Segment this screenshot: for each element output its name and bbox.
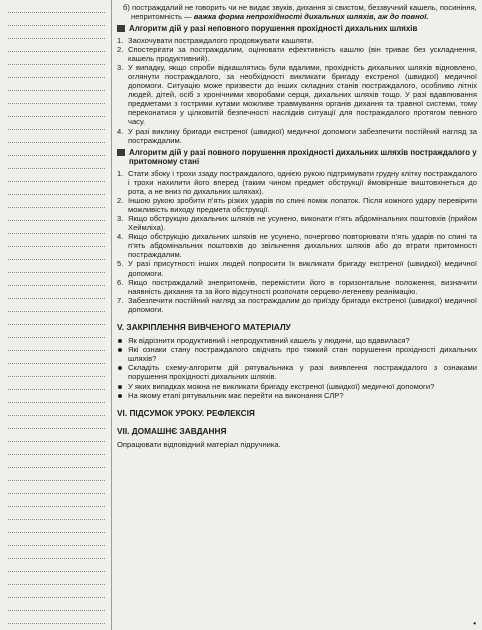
question-text: На якому етапі рятувальник має перейти на виконання СЛР?: [128, 390, 344, 400]
step-number: 4.: [117, 126, 124, 136]
review-questions: [117, 336, 477, 400]
writing-line: [8, 259, 105, 260]
bullet-icon: [118, 348, 122, 352]
writing-line: [8, 376, 105, 377]
step-text: Якщо обструкцію дихальних шляхів не усунено, виконати п’ять абдомінальних поштовхів (прийом Хеймліха).: [128, 214, 477, 233]
algorithm1-marker-icon: [117, 25, 125, 32]
step-text: Якщо обструкцію дихальних шляхів не усунено, почергово повторювати п’ять ударів по спині та п’ять абдомінальних поштовхів до звільнення дихальних шляхів або до втрати притомності постраждалим.: [128, 232, 477, 260]
question-text: Які ознаки стану постраждалого свідчать про тяжкий стан порушення прохідності дихальних шляхів?: [128, 345, 477, 364]
writing-line: [8, 298, 105, 299]
writing-line: [8, 272, 105, 273]
step-text: Стати збоку і трохи ззаду постраждалого, однією рукою підтримувати грудну клітку постраждалого і трохи нахилити його вперед (таким чином предмет обструкції ймовірніше виштовхнеться до рота, а не вниз по дихальних шляхах).: [128, 168, 477, 196]
writing-line: [8, 571, 105, 572]
writing-line: [8, 311, 105, 312]
question-text: Складіть схему-алгоритм дій рятувальника у разі виявлення постраждалого з ознаками порушення прохідності дихальних шляхів.: [128, 363, 477, 382]
writing-line: [8, 467, 105, 468]
step-text: Іншою рукою зробити п’ять різких ударів по спині поміж лопаток. Після кожного удару перевірити можливість виходу предмета обструкції.: [128, 195, 477, 214]
writing-line: [8, 506, 105, 507]
writing-line: [8, 246, 105, 247]
step-number: 3.: [117, 62, 124, 72]
step-item: [117, 169, 477, 196]
question-text: У яких випадках можна не викликати бригаду екстреної (швидкої) медичної допомоги?: [128, 381, 435, 391]
step-number: 2.: [117, 44, 124, 54]
step-text: У разі присутності інших людей попросити їх викликати бригаду екстреної (швидкої) медичної допомоги.: [128, 259, 477, 278]
algorithm1-steps: [117, 36, 477, 145]
writing-line: [8, 610, 105, 611]
question-item: [117, 363, 477, 381]
writing-line: [8, 129, 105, 130]
step-text: Забезпечити постійний нагляд за постраждалим до приїзду бригади екстреної (швидкої) медичної допомоги.: [128, 295, 477, 314]
writing-line: [8, 142, 105, 143]
main-content: [117, 3, 477, 449]
question-item: [117, 345, 477, 363]
writing-line: [8, 233, 105, 234]
step-text: У разі виклику бригади екстреної (швидкої) медичної допомоги забезпечити постійний нагляд за постраждалим.: [128, 126, 477, 145]
writing-line: [8, 402, 105, 403]
step-number: 1.: [117, 168, 124, 178]
writing-line: [8, 584, 105, 585]
step-text: У випадку, якщо спроби відкашлятись були вдалими, прохідність дихальних шляхів відновлено, оглянути постраждалого, за необхідності викликати бригаду екстреної (швидкої) медичної допомоги. Ситуацію може призвести до інших складних станів постраждалого, особливо літніх людей, дітей, осіб з хронічними хворобами серця, дихальних шляхів тощо. У разі вдавлювання предметами з гострими кутами можливе травмування органів дихання та травної системи, тому переконатися у цілковитій безпечності наслідків ситуації для постраждалого протягом певного часу.: [128, 62, 477, 127]
writing-line: [8, 38, 105, 39]
writing-line: [8, 337, 105, 338]
intro-emphasis: важка форма непрохідності дихальних шляхів, аж до повної.: [193, 12, 429, 22]
writing-line: [8, 441, 105, 442]
writing-line: [8, 194, 105, 195]
bullet-icon: [118, 394, 122, 398]
notes-margin: [8, 0, 105, 630]
writing-line: [8, 454, 105, 455]
section5-title: V. ЗАКРІПЛЕННЯ ВИВЧЕНОГО МАТЕРІАЛУ: [117, 322, 291, 333]
algorithm2-steps: [117, 169, 477, 315]
algorithm1-heading: [117, 24, 477, 33]
step-item: [117, 196, 477, 214]
writing-line: [8, 532, 105, 533]
corner-mark: •: [473, 619, 476, 628]
writing-line: [8, 558, 105, 559]
step-number: 7.: [117, 295, 124, 305]
algorithm2-marker-icon: [117, 149, 125, 156]
step-item: [117, 214, 477, 232]
writing-line: [8, 415, 105, 416]
section6-title: VI. ПІДСУМОК УРОКУ. РЕФЛЕКСІЯ: [117, 407, 255, 418]
step-item: [117, 63, 477, 127]
step-number: 3.: [117, 214, 124, 223]
step-item: [117, 36, 477, 45]
step-item: [117, 45, 477, 63]
bullet-icon: [118, 385, 122, 389]
writing-line: [8, 168, 105, 169]
step-number: 4.: [117, 232, 124, 242]
margin-divider: [111, 0, 112, 630]
writing-line: [8, 220, 105, 221]
writing-line: [8, 77, 105, 78]
bullet-icon: [118, 339, 122, 343]
intro-marker: б): [123, 3, 130, 12]
writing-line: [8, 116, 105, 117]
writing-line: [8, 51, 105, 52]
intro-text: постраждалий не говорить чи не видає звуків, дихання зі свистом, беззвучний кашель, посиніння, непритомність —: [131, 3, 477, 22]
step-item: [117, 296, 477, 314]
writing-line: [8, 480, 105, 481]
step-number: 6.: [117, 277, 124, 287]
writing-line: [8, 90, 105, 91]
writing-line: [8, 350, 105, 351]
bullet-icon: [118, 366, 122, 370]
section7-title: VII. ДОМАШНЄ ЗАВДАННЯ: [117, 425, 227, 436]
writing-line: [8, 493, 105, 494]
algorithm2-title: Алгоритм дій у разі повного порушення прохідності дихальних шляхів постраждалого у притомному стані: [129, 147, 477, 167]
writing-line: [8, 324, 105, 325]
step-item: [117, 127, 477, 145]
writing-line: [8, 181, 105, 182]
writing-line: [8, 428, 105, 429]
algorithm2-heading: [117, 148, 477, 167]
step-text: Заохочувати постраждалого продовжувати кашляти.: [128, 35, 314, 45]
writing-line: [8, 103, 105, 104]
question-item: [117, 336, 477, 345]
question-text: Як відрізнити продуктивний і непродуктивний кашель у людини, що вдавилася?: [128, 336, 410, 346]
step-item: [117, 232, 477, 259]
algorithm1-title: Алгоритм дій у разі неповного порушення прохідності дихальних шляхів: [129, 24, 418, 34]
writing-line: [8, 597, 105, 598]
step-number: 1.: [117, 35, 124, 45]
writing-line: [8, 207, 105, 208]
writing-line: [8, 25, 105, 26]
intro-paragraph: [117, 3, 477, 21]
step-text: Спостерігати за постраждалим, оцінювати ефективність кашлю (він триває без ускладнення, кашель продуктивний).: [128, 44, 477, 63]
writing-line: [8, 12, 105, 13]
step-item: [117, 259, 477, 277]
step-number: 2.: [117, 195, 124, 205]
writing-line: [8, 545, 105, 546]
step-item: [117, 278, 477, 296]
writing-line: [8, 519, 105, 520]
writing-line: [8, 64, 105, 65]
writing-line: [8, 285, 105, 286]
writing-line: [8, 623, 105, 624]
writing-line: [8, 155, 105, 156]
question-item: [117, 382, 477, 391]
question-item: [117, 391, 477, 400]
writing-line: [8, 389, 105, 390]
step-text: Якщо постраждалий знепритомнів, перемістити його в горизонтальне положення, визначити наявність дихання та за його відсутності розпочати серцево-легеневу реанімацію.: [128, 277, 477, 296]
step-number: 5.: [117, 259, 124, 269]
homework-text: Опрацювати відповідний матеріал підручника.: [117, 439, 281, 449]
writing-line: [8, 363, 105, 364]
